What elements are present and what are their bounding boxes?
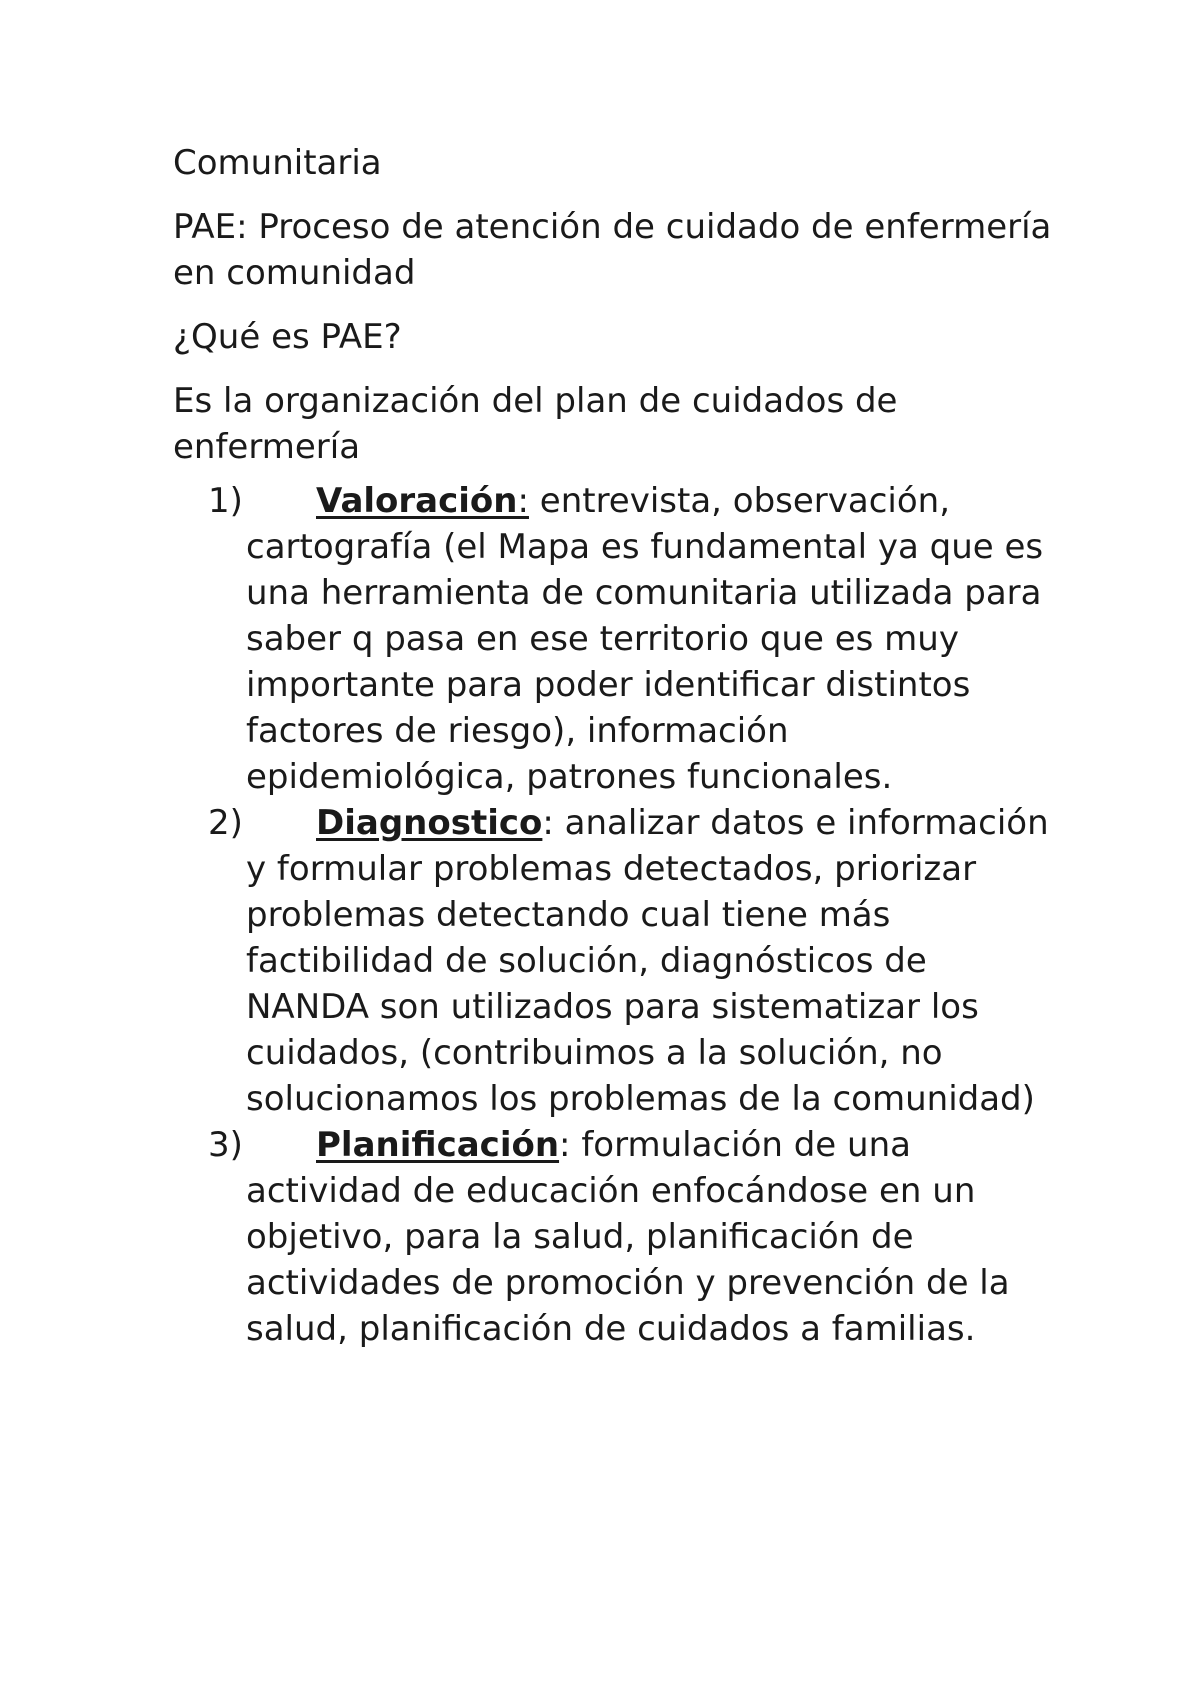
step-number: 1) bbox=[208, 481, 243, 521]
step-text: formulación de una actividad de educación enfocándose en un objetivo, para la salud, planificación de actividades de promoción y prevención de la salud, planificación de cuidados a familias. bbox=[246, 1125, 1010, 1349]
step-separator: : bbox=[517, 481, 529, 521]
step-text: entrevista, observación, cartografía (el Mapa es fundamental ya que es una herramienta de comunitaria utilizada para saber q pasa en ese territorio que es muy importante para poder identificar distintos factores de riesgo), información epidemiológica, patrones funcionales. bbox=[246, 481, 1044, 797]
list-item bbox=[173, 478, 1053, 800]
step-number: 2) bbox=[208, 803, 243, 843]
question-heading: ¿Qué es PAE? bbox=[173, 317, 402, 357]
step-term: Valoración bbox=[316, 481, 518, 521]
steps-list bbox=[173, 478, 1053, 1352]
list-item bbox=[173, 800, 1053, 1122]
step-text: analizar datos e información y formular problemas detectados, priorizar problemas detectando cual tiene más factibilidad de solución, diagnósticos de NANDA son utilizados para sistematizar los cuidados, (contribuimos a la solución, no solucionamos los problemas de la comunidad) bbox=[246, 803, 1049, 1119]
step-term: Diagnostico bbox=[316, 803, 543, 843]
document-body bbox=[173, 140, 1053, 1352]
step-number: 3) bbox=[208, 1125, 243, 1165]
definition-text: Es la organización del plan de cuidados de enfermería bbox=[173, 381, 898, 467]
list-item bbox=[173, 1122, 1053, 1352]
document-title: Comunitaria bbox=[173, 143, 382, 183]
step-separator: : bbox=[542, 803, 554, 843]
step-term: Planificación bbox=[316, 1125, 560, 1165]
step-separator: : bbox=[559, 1125, 571, 1165]
document-subtitle: PAE: Proceso de atención de cuidado de enfermería en comunidad bbox=[173, 207, 1052, 293]
